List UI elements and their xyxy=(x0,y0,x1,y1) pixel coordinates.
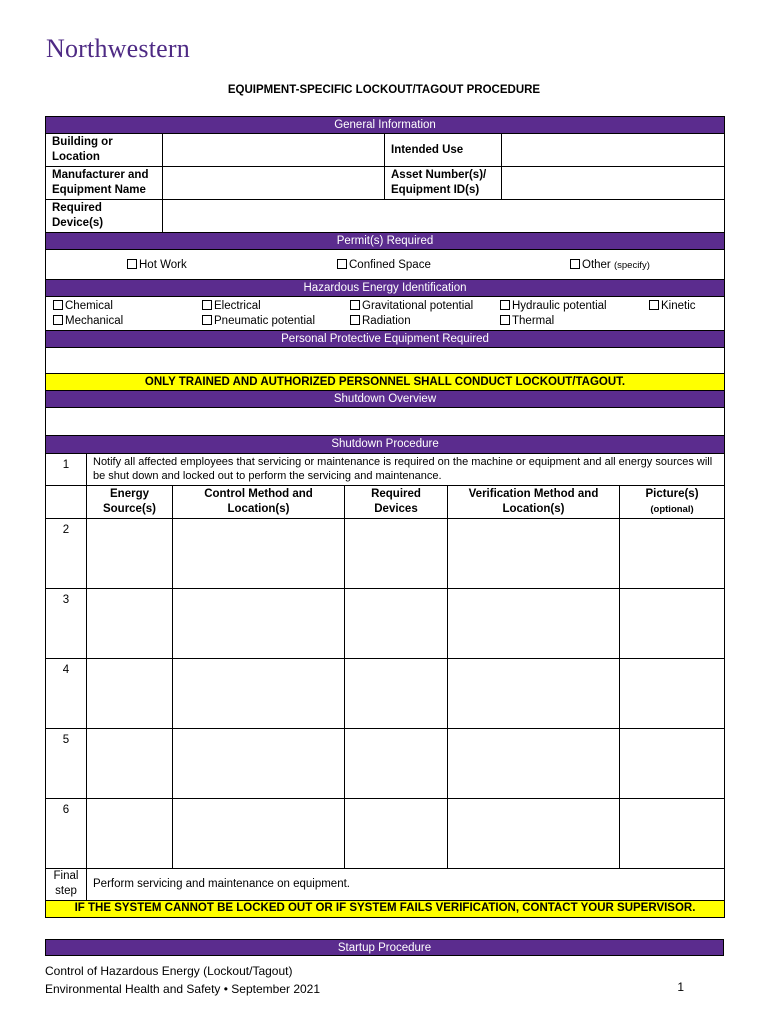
energy-source-cell[interactable] xyxy=(87,658,173,728)
general-info-table xyxy=(45,116,725,436)
hazard-radiation[interactable]: Radiation xyxy=(350,314,411,329)
shutdown-overview-field[interactable] xyxy=(46,408,725,436)
building-label: Building or Location xyxy=(46,134,163,167)
table-row xyxy=(46,658,725,728)
authorized-personnel-warning: ONLY TRAINED AND AUTHORIZED PERSONNEL SHALL CONDUCT LOCKOUT/TAGOUT. xyxy=(46,374,725,391)
step-number: 5 xyxy=(46,728,87,798)
asset-label: Asset Number(s)/ Equipment ID(s) xyxy=(385,167,502,200)
hazard-kinetic[interactable]: Kinetic xyxy=(649,299,696,314)
shutdown-procedure-table xyxy=(45,436,725,918)
northwestern-logo: Northwestern xyxy=(46,34,190,63)
manufacturer-field[interactable] xyxy=(163,167,385,200)
step-1-text: Notify all affected employees that servicing or maintenance is required on the machine or equipment and all energy sources will be shut down and locked out to perform the servicing and maintenance. xyxy=(87,453,725,485)
lockout-form xyxy=(45,116,724,918)
hazard-thermal[interactable]: Thermal xyxy=(500,314,554,329)
general-info-header: General Information xyxy=(46,117,725,134)
hazard-hydraulic[interactable]: Hydraulic potential xyxy=(500,299,607,314)
footer-title: Control of Hazardous Energy (Lockout/Tagout) xyxy=(45,964,293,978)
step-column-header xyxy=(46,485,87,518)
checkbox[interactable] xyxy=(649,300,659,310)
verification-method-cell[interactable] xyxy=(448,728,620,798)
hazard-gravitational[interactable]: Gravitational potential xyxy=(350,299,473,314)
picture-cell[interactable] xyxy=(620,588,725,658)
hazard-electrical[interactable]: Electrical xyxy=(202,299,261,314)
building-field[interactable] xyxy=(163,134,385,167)
permit-hot-work[interactable]: Hot Work xyxy=(127,258,187,273)
verification-method-cell[interactable] xyxy=(448,658,620,728)
checkbox[interactable] xyxy=(53,315,63,325)
asset-field[interactable] xyxy=(502,167,725,200)
control-method-cell[interactable] xyxy=(173,798,345,868)
checkbox[interactable] xyxy=(53,300,63,310)
hazard-pneumatic[interactable]: Pneumatic potential xyxy=(202,314,315,329)
checkbox[interactable] xyxy=(202,315,212,325)
required-devices-field[interactable] xyxy=(163,200,725,233)
step-number: 4 xyxy=(46,658,87,728)
step-number: 2 xyxy=(46,518,87,588)
table-row xyxy=(46,798,725,868)
ppe-field[interactable] xyxy=(46,348,725,374)
step-number: 3 xyxy=(46,588,87,658)
step-number: 6 xyxy=(46,798,87,868)
intended-use-label: Intended Use xyxy=(385,134,502,167)
supervisor-warning: IF THE SYSTEM CANNOT BE LOCKED OUT OR IF SYSTEM FAILS VERIFICATION, CONTACT YOUR SUPERVISOR. xyxy=(46,900,725,917)
checkbox[interactable] xyxy=(127,259,137,269)
hazards-row xyxy=(46,297,725,331)
control-method-cell[interactable] xyxy=(173,658,345,728)
verification-method-header: Verification Method and Location(s) xyxy=(448,485,620,518)
control-method-cell[interactable] xyxy=(173,518,345,588)
step-number: 1 xyxy=(46,453,87,485)
required-devices-label: Required Device(s) xyxy=(46,200,163,233)
footer xyxy=(45,962,320,998)
energy-source-cell[interactable] xyxy=(87,728,173,798)
control-method-cell[interactable] xyxy=(173,728,345,798)
hazard-mechanical[interactable]: Mechanical xyxy=(53,314,123,329)
permits-header: Permit(s) Required xyxy=(46,233,725,250)
hazard-chemical[interactable]: Chemical xyxy=(53,299,113,314)
picture-cell[interactable] xyxy=(620,728,725,798)
required-devices-cell[interactable] xyxy=(345,588,448,658)
intended-use-field[interactable] xyxy=(502,134,725,167)
verification-method-cell[interactable] xyxy=(448,588,620,658)
checkbox[interactable] xyxy=(350,315,360,325)
control-method-header: Control Method and Location(s) xyxy=(173,485,345,518)
manufacturer-label: Manufacturer and Equipment Name xyxy=(46,167,163,200)
shutdown-overview-header: Shutdown Overview xyxy=(46,391,725,408)
checkbox[interactable] xyxy=(350,300,360,310)
control-method-cell[interactable] xyxy=(173,588,345,658)
energy-source-header: Energy Source(s) xyxy=(87,485,173,518)
table-row xyxy=(46,518,725,588)
required-devices-cell[interactable] xyxy=(345,798,448,868)
shutdown-procedure-header: Shutdown Procedure xyxy=(46,436,725,453)
hazards-header: Hazardous Energy Identification xyxy=(46,280,725,297)
energy-source-cell[interactable] xyxy=(87,798,173,868)
required-devices-cell[interactable] xyxy=(345,658,448,728)
checkbox[interactable] xyxy=(500,300,510,310)
permit-other[interactable]: Other (specify) xyxy=(570,258,650,273)
energy-source-cell[interactable] xyxy=(87,588,173,658)
document-title: EQUIPMENT-SPECIFIC LOCKOUT/TAGOUT PROCEDURE xyxy=(227,84,541,96)
table-row xyxy=(46,728,725,798)
checkbox[interactable] xyxy=(570,259,580,269)
verification-method-cell[interactable] xyxy=(448,798,620,868)
picture-cell[interactable] xyxy=(620,798,725,868)
checkbox[interactable] xyxy=(202,300,212,310)
picture-header: Picture(s) (optional) xyxy=(620,485,725,518)
permit-confined-space[interactable]: Confined Space xyxy=(337,258,431,273)
table-row xyxy=(46,588,725,658)
required-devices-header: Required Devices xyxy=(345,485,448,518)
footer-department: Environmental Health and Safety • September 2021 xyxy=(45,982,321,996)
final-step-text: Perform servicing and maintenance on equipment. xyxy=(87,868,725,900)
verification-method-cell[interactable] xyxy=(448,518,620,588)
checkbox[interactable] xyxy=(500,315,510,325)
checkbox[interactable] xyxy=(337,259,347,269)
required-devices-cell[interactable] xyxy=(345,518,448,588)
picture-cell[interactable] xyxy=(620,518,725,588)
permits-row xyxy=(46,250,725,280)
picture-cell[interactable] xyxy=(620,658,725,728)
ppe-header: Personal Protective Equipment Required xyxy=(46,331,725,348)
page-number: 1 xyxy=(677,980,684,994)
energy-source-cell[interactable] xyxy=(87,518,173,588)
required-devices-cell[interactable] xyxy=(345,728,448,798)
final-step-label: Final step xyxy=(46,868,87,900)
startup-procedure-header: Startup Procedure xyxy=(45,939,724,956)
